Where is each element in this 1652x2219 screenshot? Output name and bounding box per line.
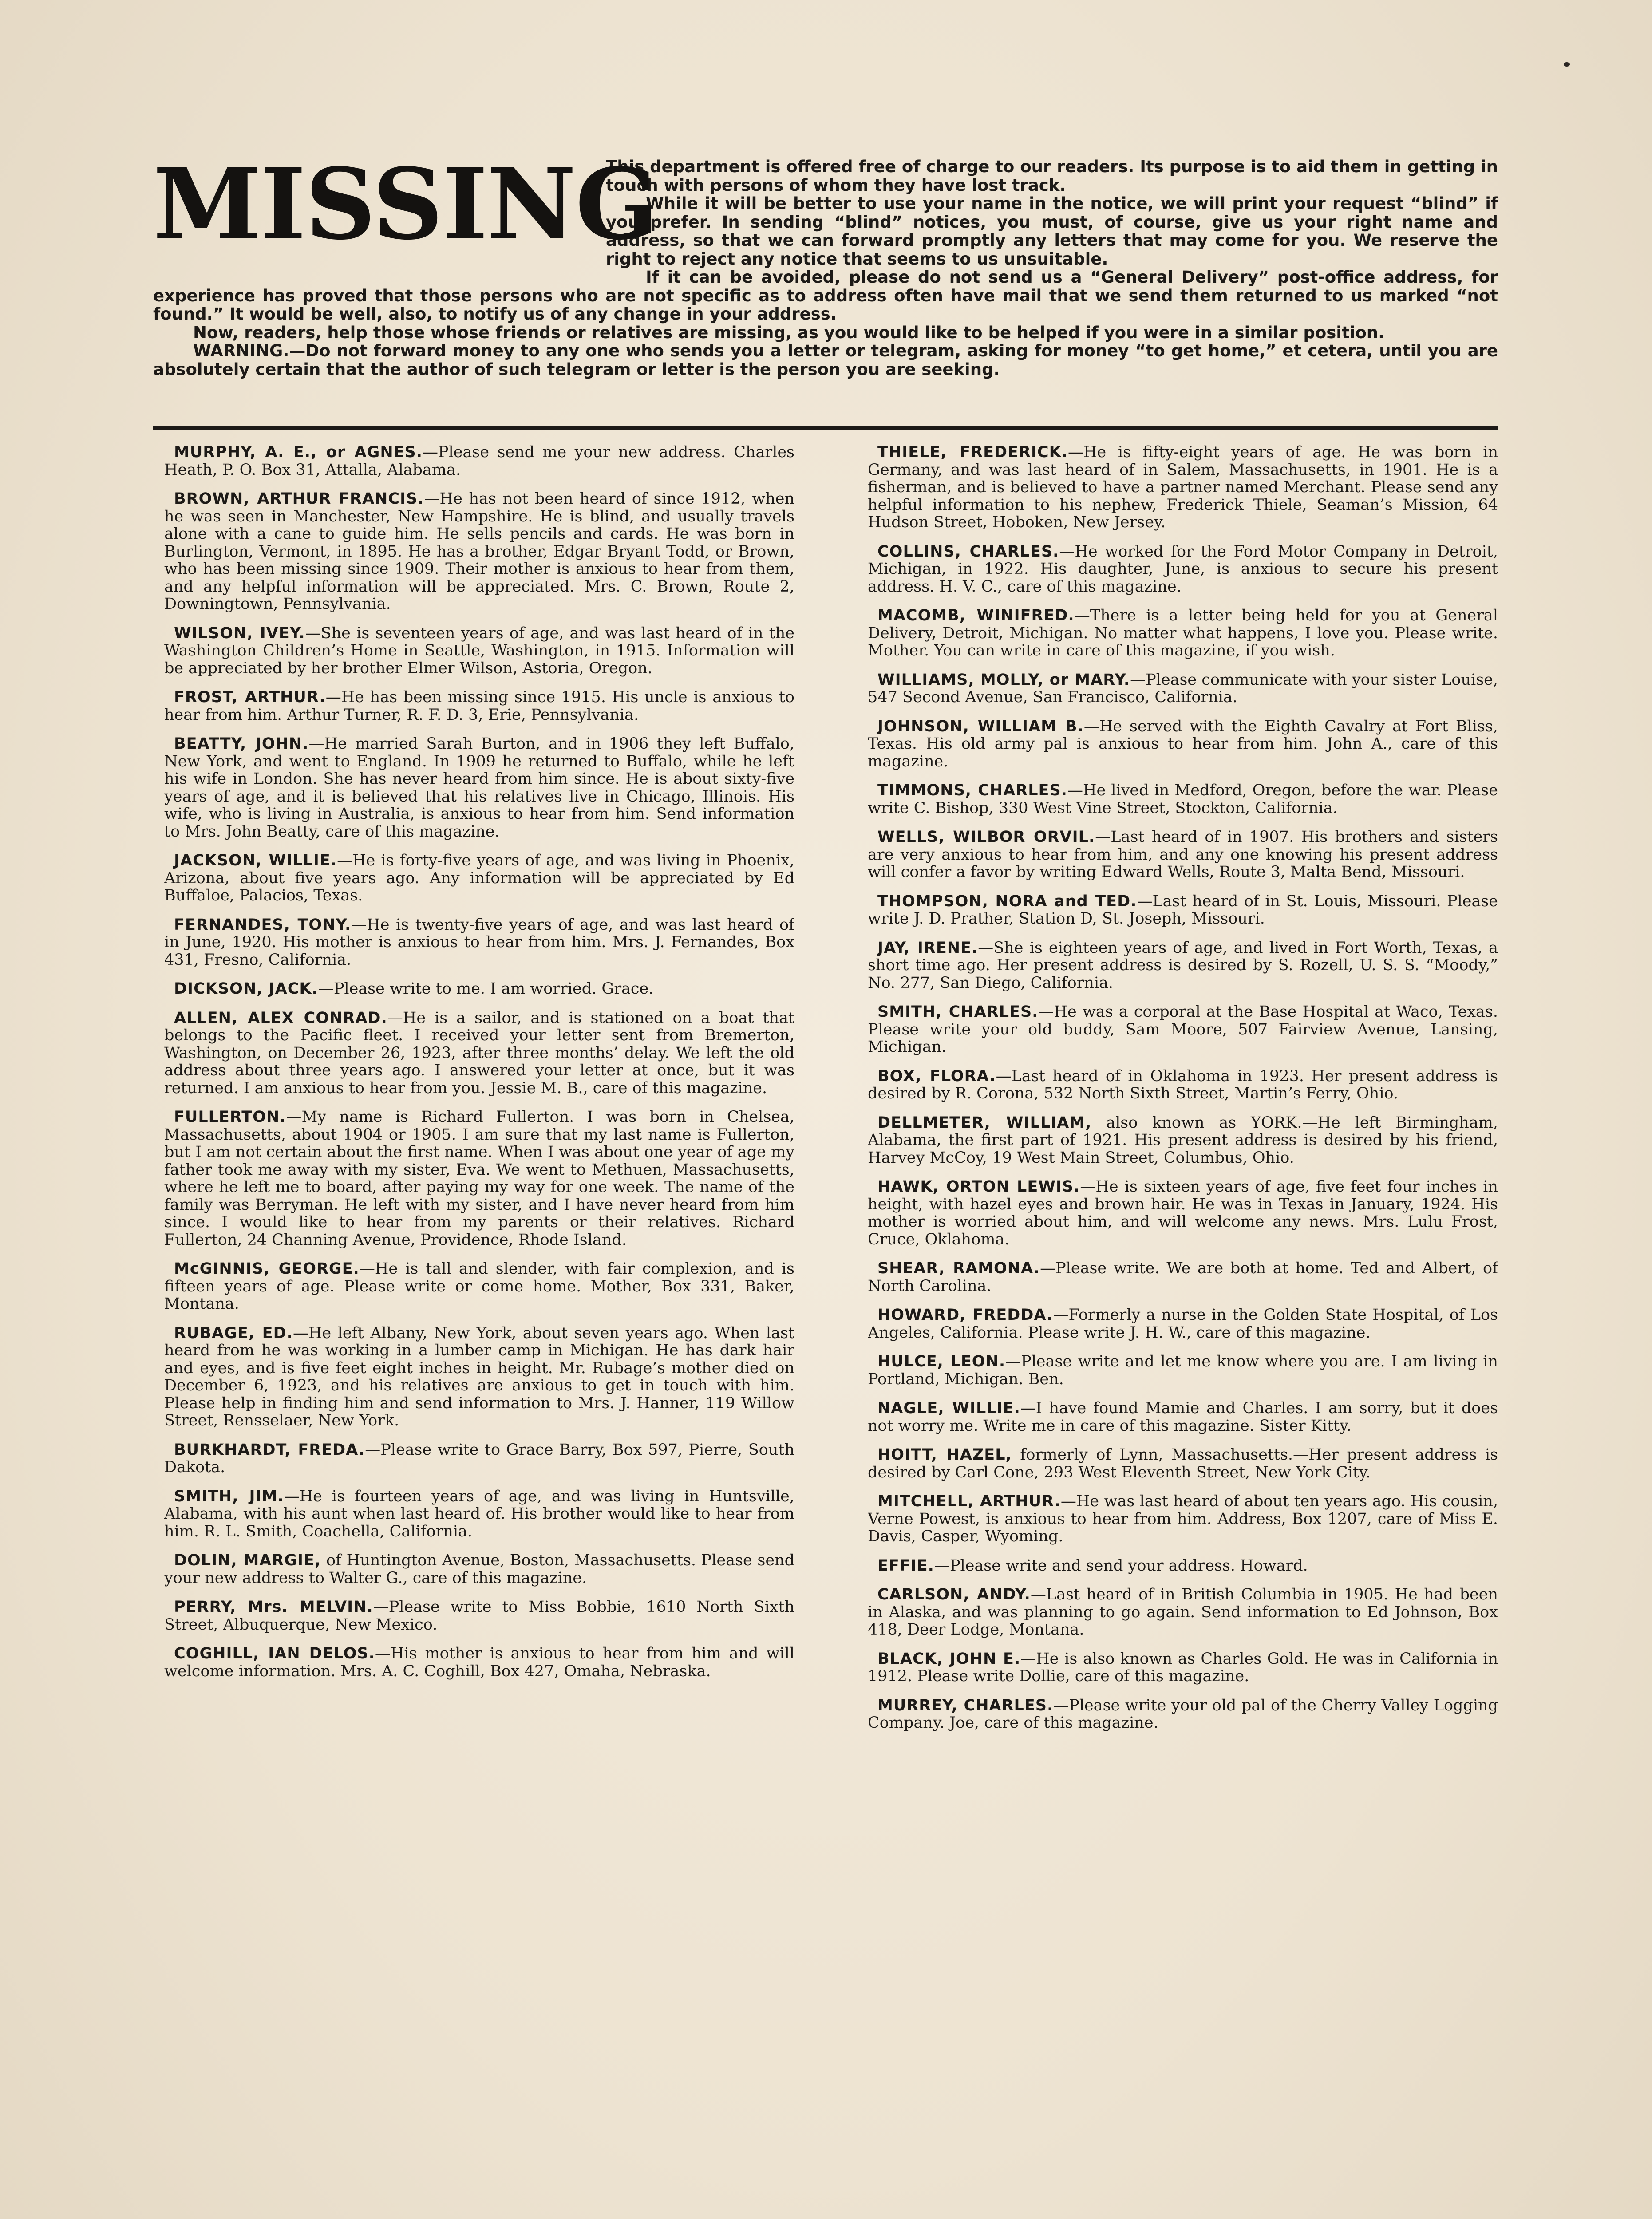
notice-name: DOLIN, MARGIE, [174,1552,321,1569]
notice-entry [164,1645,794,1680]
notice-name: THOMPSON, NORA and TED. [877,892,1137,910]
notice-name: JAY, IRENE. [877,939,978,957]
notice-entry [868,782,1498,817]
missing-header [153,146,1498,406]
notice-body: —Please write to Miss Bobbie, 1610 North Sixth Street, Albuquerque, New Mexico. [164,1598,794,1634]
notice-name: McGINNIS, GEORGE. [174,1260,360,1278]
notice-name: PERRY, Mrs. MELVIN. [174,1598,373,1616]
notice-body: —His mother is anxious to hear from him and will welcome information. Mrs. A. C. Coghill, Box 427, Omaha, Nebraska. [164,1645,794,1680]
notice-body: —Please write. We are both at home. Ted and Albert, of North Carolina. [868,1260,1498,1295]
notice-entry [868,1586,1498,1639]
warning-paragraph: WARNING.—Do not forward money to any one who sends you a letter or telegram, asking for money “to get home,” et cetera, until you are absolutely certain that the author of such telegram or letter is the person you are seeking. [153,341,1498,379]
notice-body: —Formerly a nurse in the Golden State Hospital, of Los Angeles, California. Please write J. H. W., care of this magazine. [868,1306,1498,1342]
notice-entry [868,1557,1498,1575]
notice-name: MACOMB, WINIFRED. [877,607,1075,624]
notice-entry [164,625,794,678]
notice-body: —He was a corporal at the Base Hospital at Waco, Texas. Please write your old buddy, Sam Moore, 507 Fairview Avenue, Lansing, Michigan. [868,1003,1498,1056]
notice-entry [164,1441,794,1477]
notice-entry [868,1400,1498,1435]
notice-name: JACKSON, WILLIE. [174,852,337,869]
notice-entry [164,916,794,969]
notice-entry [164,1599,794,1634]
notice-body: —He is sixteen years of age, five feet four inches in height, with hazel eyes and brown hair. He was in Texas in January, 1924. His mother is worried about him, and will welcome any news. Mrs. Lulu Frost, Cruce, Oklahoma. [868,1178,1498,1248]
notice-name: ALLEN, ALEX CONRAD. [174,1009,387,1027]
notice-name: MURPHY, A. E., or AGNES. [174,444,423,461]
notice-name: HAWK, ORTON LEWIS. [877,1178,1080,1196]
notice-entry [164,1325,794,1430]
notice-name: WILLIAMS, MOLLY, or MARY. [877,671,1130,689]
notice-body: —Please write to me. I am worried. Grace. [318,980,654,998]
notice-body: —I have found Mamie and Charles. I am sorry, but it does not worry me. Write me in care of this magazine. Sister Kitty. [868,1399,1498,1435]
notice-body: —He has been missing since 1915. His uncle is anxious to hear from him. Arthur Turner, R. F. D. 3, Erie, Pennsylvania. [164,688,794,724]
notice-name: NAGLE, WILLIE. [877,1399,1020,1417]
header-divider [153,426,1498,430]
notice-body: —She is eighteen years of age, and lived in Fort Worth, Texas, a short time ago. Her present address is desired by S. Rozell, U. S. S. “Moody,” No. 277, San Diego, California. [868,939,1498,992]
notice-name: RUBAGE, ED. [174,1324,293,1342]
notice-body: —He is fifty-eight years of age. He was born in Germany, and was last heard of in Salem, Massachusetts, in 1901. He is a fisherman, and is believed to have a partner named Merchant. Please send any helpful information to his nephew, Frederick Thiele, Seaman’s Mission, 64 Hudson Street, Hoboken, New Jersey. [868,444,1498,531]
notice-entry [164,980,794,998]
notice-name: BROWN, ARTHUR FRANCIS. [174,490,424,508]
notice-name: THIELE, FREDERICK. [877,444,1068,461]
notice-body: —He is fourteen years of age, and was living in Huntsville, Alabama, with his aunt when last heard of. His brother would like to hear from him. R. L. Smith, Coachella, California. [164,1487,794,1540]
notice-entry [868,1353,1498,1388]
notice-entry [868,1068,1498,1103]
intro-paragraph: This department is offered free of charge to our readers. Its purpose is to aid them in getting in touch with persons of whom they have lost track. [606,157,1498,195]
notice-entry [164,1488,794,1541]
notice-entry [164,1109,794,1249]
notice-body: —He served with the Eighth Cavalry at Fort Bliss, Texas. His old army pal is anxious to hear from him. John A., care of this magazine. [868,717,1498,770]
notice-body: —Please write and let me know where you are. I am living in Portland, Michigan. Ben. [868,1353,1498,1388]
notice-entry [868,1697,1498,1732]
notice-entry [164,1552,794,1587]
notice-body: —He is tall and slender, with fair complexion, and is fifteen years of age. Please write or come home. Mother, Box 331, Baker, Montana. [164,1260,794,1313]
notice-entry [868,829,1498,881]
notice-body: —He is forty-five years of age, and was living in Phoenix, Arizona, about five years ago. Any information will be appreciated by Ed Buffaloe, Palacios, Texas. [164,852,794,904]
notice-name: FROST, ARTHUR. [174,688,326,706]
notice-name: SMITH, JIM. [174,1487,284,1505]
notice-name: BEATTY, JOHN. [174,735,309,753]
intro-paragraph: If it can be avoided, please do not send us a “General Delivery” post-office address, for experience has proved that those persons who are not specific as to address often have mail that we send them returned to us marked “not found.” It would be well, also, to notify us of any change in your address. [153,268,1498,324]
intro-paragraph: Now, readers, help those whose friends or relatives are missing, as you would like to be helped if you were in a similar position. [193,323,1385,342]
page-title: MISSING [153,146,658,261]
notice-name: BURKHARDT, FREDA. [174,1441,365,1459]
notice-entry [868,607,1498,660]
notice-body: also known as YORK.—He left Birmingham, Alabama, the first part of 1921. His present address is desired by his friend, Harvey McCoy, 19 West Main Street, Columbus, Ohio. [868,1113,1498,1167]
notice-body: —She is seventeen years of age, and was last heard of in the Washington Children’s Home in Seattle, Washington, in 1915. Information will be appreciated by her brother Elmer Wilson, Astoria, Oregon. [164,624,794,677]
notice-body: —Last heard of in British Columbia in 1905. He had been in Alaska, and was planning to go again. Send information to Ed Johnson, Box 418, Deer Lodge, Montana. [868,1586,1498,1639]
notice-entry [868,893,1498,928]
left-column [164,444,794,2219]
notice-name: BOX, FLORA. [877,1067,996,1085]
notice-name: MITCHELL, ARTHUR. [877,1492,1061,1510]
notice-entry [164,689,794,724]
notice-body: —Last heard of in 1907. His brothers and sisters are very anxious to hear from him, and any one knowing his present address will confer a favor by writing Edward Wells, Route 3, Malta Bend, Missouri. [868,828,1498,881]
notice-body: —Last heard of in Oklahoma in 1923. Her present address is desired by R. Corona, 532 North Sixth Street, Martin’s Ferry, Ohio. [868,1067,1498,1102]
notice-entry [868,444,1498,532]
notice-name: SMITH, CHARLES. [877,1003,1039,1021]
notice-body: —He worked for the Ford Motor Company in Detroit, Michigan, in 1922. His daughter, June, is anxious to secure his present address. H. V. C., care of this magazine. [868,542,1498,596]
notice-entry [164,852,794,905]
notice-name: DELLMETER, WILLIAM, [877,1113,1092,1132]
notice-body: —He is a sailor, and is stationed on a boat that belongs to the Pacific fleet. I received your letter sent from Bremerton, Washington, on December 26, 1923, after three months’ delay. We left the old address about three years ago. I answered your letter at once, but it was returned. I am anxious to hear from you. Jessie M. B., care of this magazine. [164,1009,794,1097]
notice-entry [164,444,794,479]
notice-name: TIMMONS, CHARLES. [877,782,1067,799]
notice-entry [164,490,794,613]
notice-name: COLLINS, CHARLES. [877,542,1059,561]
notice-entry [868,671,1498,707]
notice-name: WILSON, IVEY. [174,624,305,642]
notice-name: MURREY, CHARLES. [877,1696,1054,1714]
notice-entry [868,1260,1498,1295]
notice-name: CARLSON, ANDY. [877,1586,1031,1603]
notice-name: BLACK, JOHN E. [877,1650,1021,1668]
notice-entry [164,1260,794,1313]
notice-entry [868,1003,1498,1056]
notice-name: EFFIE. [877,1556,934,1575]
notice-body: —He lived in Medford, Oregon, before the war. Please write C. Bishop, 330 West Vine Street, Stockton, California. [868,782,1498,817]
notice-entry [868,543,1498,596]
notice-entry [868,1114,1498,1167]
notice-entry [868,1307,1498,1342]
notice-entry [868,1650,1498,1686]
notice-name: FERNANDES, TONY. [174,916,352,934]
notice-name: HULCE, LEON. [877,1353,1006,1370]
notice-body: formerly of Lynn, Massachusetts.—Her present address is desired by Carl Cone, 293 West Eleventh Street, New York City. [868,1446,1498,1481]
notice-name: DICKSON, JACK. [174,980,318,998]
notice-name: COGHILL, IAN DELOS. [174,1645,375,1662]
notice-body: of Huntington Avenue, Boston, Massachusetts. Please send your new address to Walter G., care of this magazine. [164,1552,794,1587]
notice-body: —He has not been heard of since 1912, when he was seen in Manchester, New Hampshire. He is blind, and usually travels alone with a cane to guide him. He sells pencils and cards. He was born in Burlington, Vermont, in 1895. He has a brother, Edgar Bryant Todd, or Brown, who has been missing since 1909. Their mother is anxious to hear from them, and any helpful information will be appreciated. Mrs. C. Brown, Route 2, Downingtown, Pennsylvania. [164,490,794,613]
notice-entry [868,940,1498,992]
notice-entry [868,718,1498,771]
notice-body: —He is twenty-five years of age, and was last heard of in June, 1920. His mother is anxious to hear from him. Mrs. J. Fernandes, Box 431, Fresno, California. [164,916,794,969]
notice-body: —He was last heard of about ten years ago. His cousin, Verne Powest, is anxious to hear from him. Address, Box 1207, care of Miss E. Davis, Casper, Wyoming. [868,1492,1498,1545]
notice-name: HOITT, HAZEL, [877,1446,1012,1464]
notice-entry [164,735,794,841]
intro-paragraph: While it will be better to use your name in the notice, we will print your request “blind” if you prefer. In sending “blind” notices, you must, of course, give us your right name and address, so that we can forward promptly any letters that may come for you. We reserve the right to reject any notice that seems to us unsuitable. [606,194,1498,268]
notice-body: —Please communicate with your sister Louise, 547 Second Avenue, San Francisco, California. [868,671,1498,706]
notice-entry [868,1446,1498,1481]
notice-body: —Please write your old pal of the Cherry Valley Logging Company. Joe, care of this magazine. [868,1696,1498,1732]
notice-body: —He is also known as Charles Gold. He was in California in 1912. Please write Dollie, care of this magazine. [868,1650,1498,1685]
notice-entry [868,1493,1498,1546]
notice-name: FULLERTON. [174,1108,286,1126]
notice-name: JOHNSON, WILLIAM B. [877,717,1084,735]
right-column [868,444,1498,2219]
notice-body: —My name is Richard Fullerton. I was born in Chelsea, Massachusetts, about 1904 or 1905. I am sure that my last name is Fullerton, but I am not certain about the first name. When I was about one year of age my father took me away with my sister, Eva. We went to Methuen, Massachusetts, where he left me to board, after paying my way for one week. The name of the family was Berryman. He left with my sister, and I have never heard from him since. I would like to hear from my parents or their relatives. Richard Fullerton, 24 Channing Avenue, Providence, Rhode Island. [164,1108,794,1249]
notice-body: —Please send me your new address. Charles Heath, P. O. Box 31, Attalla, Alabama. [164,444,794,479]
notice-body: —He left Albany, New York, about seven years ago. When last heard from he was working in a lumber camp in Michigan. He has dark hair and eyes, and is five feet eight inches in height. Mr. Rubage’s mother died on December 6, 1923, and his relatives are anxious to get in touch with him. Please help in finding him and send information to Mrs. J. Hanner, 119 Willow Street, Rensselaer, New York. [164,1324,794,1429]
notice-body: —There is a letter being held for you at General Delivery, Detroit, Michigan. No matter what happens, I love you. Please write. Mother. You can write in care of this magazine, if you wish. [868,607,1498,659]
notice-body: —Please write and send your address. Howard. [934,1556,1308,1575]
notice-body: —Last heard of in St. Louis, Missouri. Please write J. D. Prather, Station D, St. Joseph, Missouri. [868,892,1498,928]
notice-name: SHEAR, RAMONA. [877,1260,1040,1277]
notice-name: WELLS, WILBOR ORVIL. [877,828,1095,846]
notice-entry [164,1010,794,1098]
notice-body: —Please write to Grace Barry, Box 597, Pierre, South Dakota. [164,1441,794,1476]
ink-speck [1564,62,1570,67]
notice-name: HOWARD, FREDDA. [877,1306,1053,1324]
notice-body: —He married Sarah Burton, and in 1906 they left Buffalo, New York, and went to England. In 1909 he returned to Buffalo, while he left his wife in London. She has never heard from him since. He is about sixty-five years of age, and it is believed that his relatives live in Chicago, Illinois. His wife, who is living in Australia, is anxious to hear from him. Send information to Mrs. John Beatty, care of this magazine. [164,735,794,841]
notice-entry [868,1178,1498,1248]
